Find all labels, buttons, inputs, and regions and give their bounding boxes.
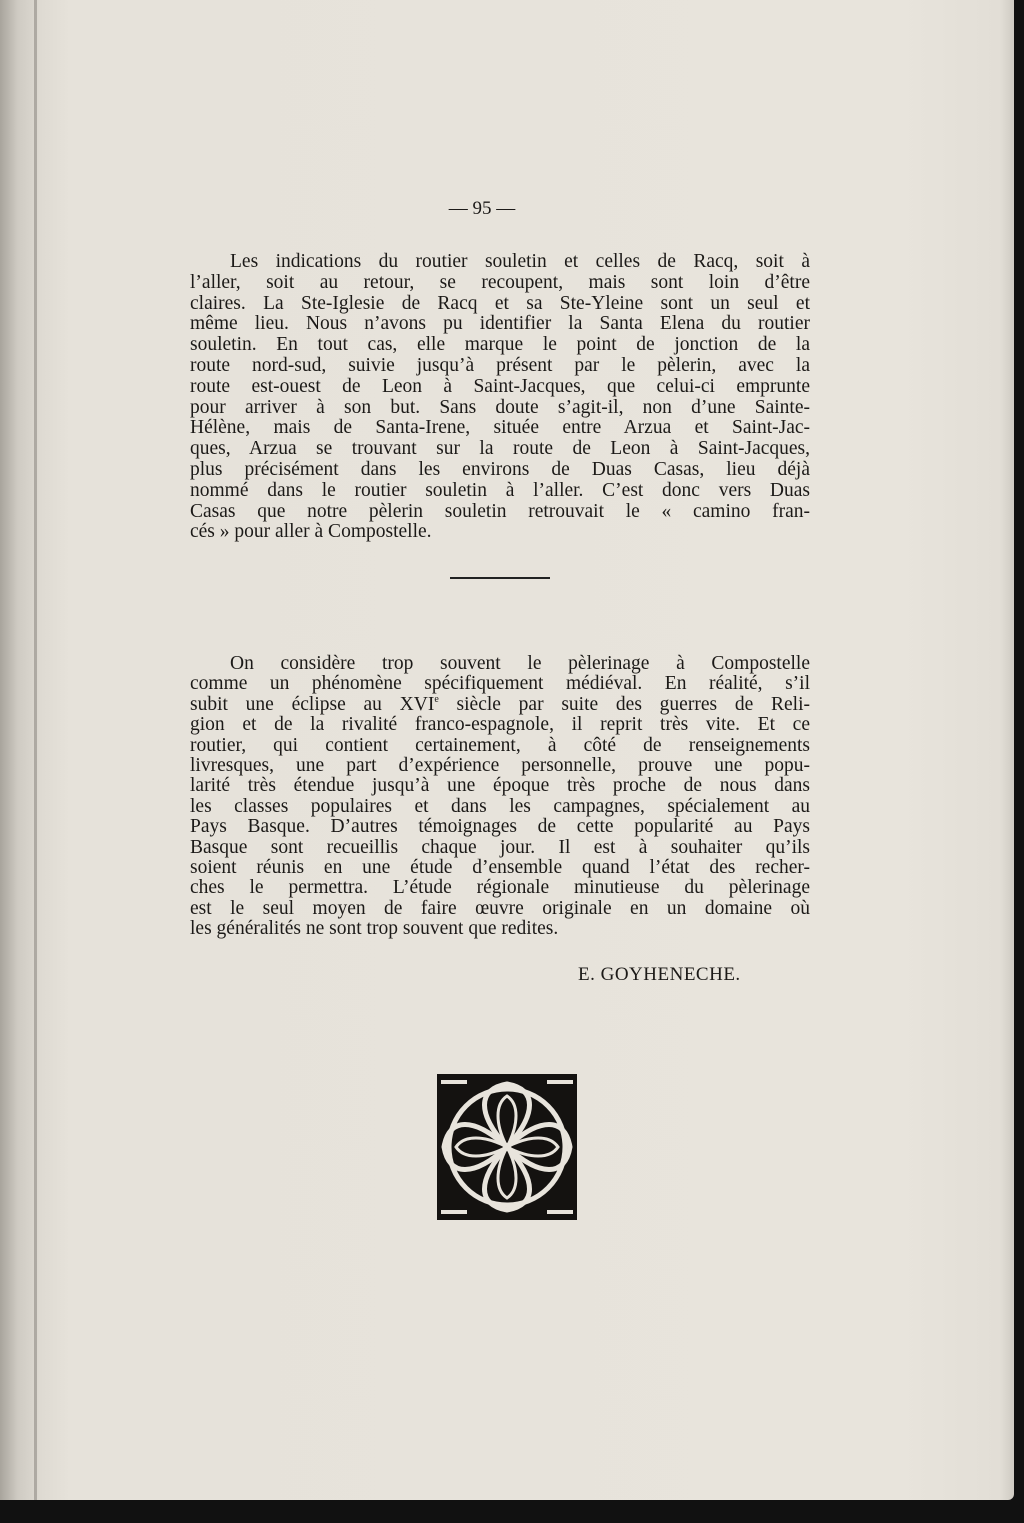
text-line — [190, 695, 810, 715]
text-line: Casas que notre pèlerin souletin retrouvait le « camino fran- — [190, 500, 810, 522]
book-spine — [34, 0, 37, 1500]
text-line: Basque sont recueillis chaque jour. Il est à souhaiter qu’ils — [190, 836, 810, 858]
text-line: Pays Basque. D’autres témoignages de cette popularité au Pays — [190, 816, 810, 838]
text-line: ches le permettra. L’étude régionale minutieuse du pèlerinage — [190, 877, 810, 899]
text-line: ques, Arzua se trouvant sur la route de Leon à Saint-Jacques, — [190, 438, 810, 460]
text-line: l’aller, soit au retour, se recoupent, mais sont loin d’être — [190, 271, 810, 293]
text-line: gion et de la rivalité franco-espagnole, il reprit très vite. Et ce — [190, 714, 810, 736]
text-line: pour arriver à son but. Sans doute s’agit-il, non d’une Sainte- — [190, 396, 810, 418]
page-number: — 95 — — [448, 198, 516, 219]
text-line: Les indications du routier souletin et celles de Racq, soit à — [230, 251, 810, 272]
paragraph-1 — [190, 252, 810, 543]
text-line: les classes populaires et dans les campagnes, spécialement au — [190, 795, 810, 817]
text-line: soient réunis en une étude d’ensemble quand l’état des recher- — [190, 856, 810, 878]
text-line: les généralités ne sont trop souvent que redites. — [190, 918, 559, 940]
text-line: route nord-sud, suivie jusqu’à présent par le pèlerin, avec la — [190, 354, 810, 376]
text-line: même lieu. Nous n’avons pu identifier la Santa Elena du routier — [190, 313, 810, 335]
text-line: Hélène, mais de Santa-Irene, située entre Arzua et Saint-Jac- — [190, 417, 810, 439]
text-line: routier, qui contient certainement, à côté de renseignements — [190, 734, 810, 756]
text-line: larité très étendue jusqu’à une époque très proche de nous dans — [190, 775, 810, 797]
superscript: e — [434, 693, 439, 705]
quatrefoil-ornament-icon — [437, 1074, 577, 1220]
text-line: livresques, une part d’expérience personnelle, prouve une popu- — [190, 754, 810, 776]
text-segment: subit une éclipse au XVI — [190, 693, 435, 715]
paragraph-2 — [190, 654, 810, 939]
text-line: est le seul moyen de faire œuvre originale en un domaine où — [190, 897, 810, 919]
text-line: On considère trop souvent le pèlerinage à Compostelle — [230, 653, 810, 674]
text-line: plus précisément dans les environs de Duas Casas, lieu déjà — [190, 458, 810, 480]
text-line: nommé dans le routier souletin à l’aller. C’est donc vers Duas — [190, 479, 810, 501]
text-line: comme un phénomène spécifiquement médiéval. En réalité, s’il — [190, 673, 810, 695]
text-line: claires. La Ste-Iglesie de Racq et sa Ste-Yleine sont un seul et — [190, 292, 810, 314]
text-line: souletin. En tout cas, elle marque le point de jonction de la — [190, 334, 810, 356]
author-signature: E. GOYHENECHE. — [578, 964, 741, 985]
text-segment: siècle par suite des guerres de Reli- — [438, 693, 810, 715]
text-line: cés » pour aller à Compostelle. — [190, 521, 432, 543]
text-line: route est-ouest de Leon à Saint-Jacques, que celui-ci emprunte — [190, 375, 810, 397]
section-divider — [450, 577, 550, 579]
